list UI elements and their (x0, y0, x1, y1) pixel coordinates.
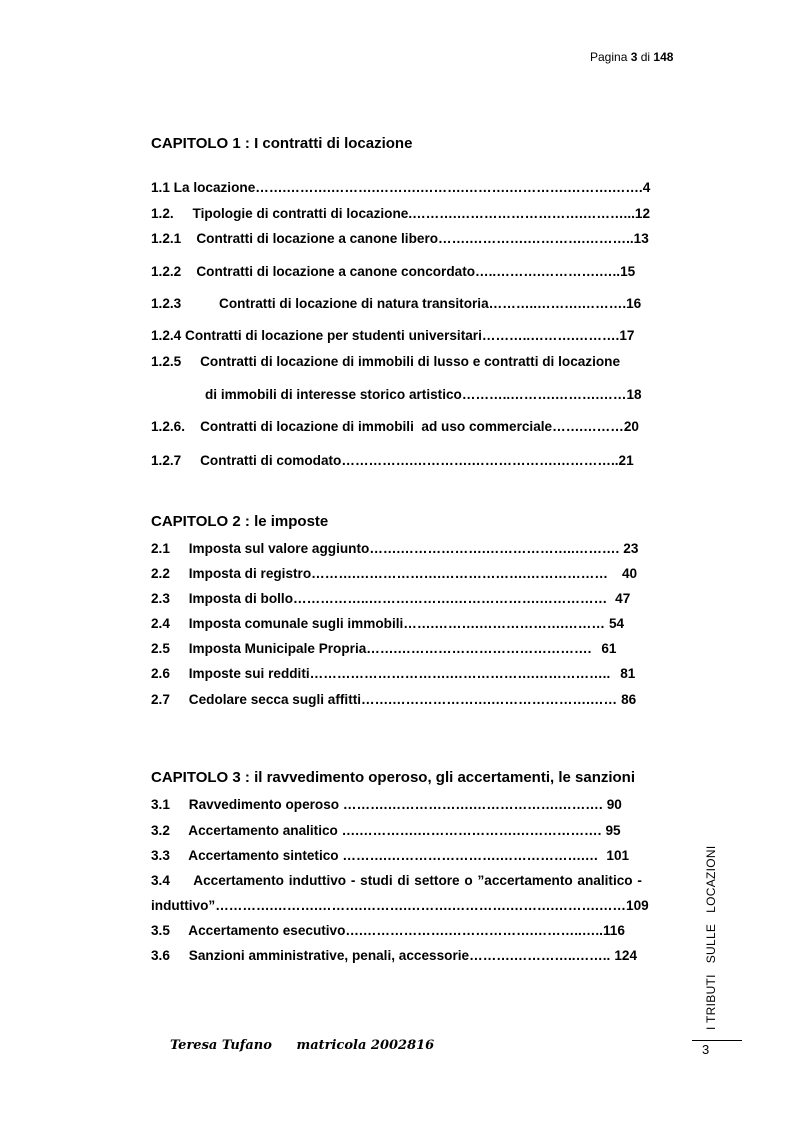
toc-entry-label: 3.2 Accertamento analitico (151, 823, 338, 838)
toc-page-number: 61 (601, 641, 617, 656)
toc-entry-3-4[interactable] (151, 873, 642, 888)
toc-leader-dots: …..……….………….….. (475, 264, 621, 279)
toc-page-number: 101 (606, 848, 630, 863)
toc-page-number: 23 (623, 541, 639, 556)
toc-leader-dots: ….……………….……………….………..….. (345, 923, 603, 938)
toc-page-number: 54 (608, 616, 625, 631)
toc-leader-dots: .……….……………………….………... (408, 206, 635, 221)
toc-entry-label: 2.3 Imposta di bollo (151, 591, 293, 606)
toc-entry-label: 3.6 Sanzioni amministrative, penali, accessorie (151, 948, 470, 963)
toc-entry-label: 2.4 Imposta comunale sugli immobili (151, 616, 404, 631)
footer-student-id: matricola 2002816 (296, 1038, 435, 1053)
header-middle: di (637, 50, 654, 64)
toc-entry-label: 1.2.2 Contratti di locazione a canone concordato (151, 264, 476, 279)
toc-leader-dots: ……….……………….……………….……………… (311, 566, 608, 581)
toc-page-number: 20 (623, 419, 639, 434)
toc-entry-label: 1.2.1 Contratti di locazione a canone libero (151, 231, 439, 246)
toc-entry-label: 2.2 Imposta di registro (151, 566, 312, 581)
toc-leader-dots: …….……………………………………. (366, 641, 592, 656)
toc-page-number: 47 (615, 591, 631, 606)
chapter-2-title: CAPITOLO 2 : le imposte (151, 513, 329, 530)
toc-page-number: 109 (626, 898, 649, 913)
toc-entry-label: 1.2.5 Contratti di locazione di immobili di lusso e contratti di locazione (151, 354, 621, 369)
sidebar-title-text: I TRIBUTI SULLE LOCAZIONI (704, 845, 718, 1030)
page-number: 3 (702, 1042, 710, 1057)
toc-entry-label: di immobili di interesse storico artistico (205, 387, 462, 402)
chapter-1-title: CAPITOLO 1 : I contratti di locazione (151, 135, 413, 152)
toc-entry-label: 3.5 Accertamento esecutivo (151, 923, 346, 938)
toc-page-number: 95 (605, 823, 621, 838)
toc-entry-1-2-6[interactable] (151, 419, 639, 434)
toc-leader-dots: ………….……….……….……….……….………….……….……….…… (215, 898, 627, 913)
page-header (590, 50, 673, 64)
toc-page-number: 16 (626, 296, 642, 311)
toc-entry-label: 1.1 La locazione (151, 180, 256, 195)
toc-leader-dots: …….……… (552, 419, 624, 434)
toc-entry-label: 1.2.3 Contratti di locazione di natura transitoria (151, 296, 489, 311)
toc-page-number: 40 (621, 566, 638, 581)
toc-entry-3-2[interactable] (151, 823, 621, 838)
header-current-page: 3 (630, 50, 638, 64)
toc-entry-3-6[interactable] (151, 948, 637, 963)
toc-page-number: 18 (626, 387, 642, 402)
toc-entry-label: 1.2.4 Contratti di locazione per studenti universitari (151, 328, 482, 343)
toc-entry-1-2-4[interactable] (151, 328, 634, 343)
toc-entry-3-3[interactable] (151, 848, 629, 863)
toc-entry-label: 2.5 Imposta Municipale Propria (151, 641, 367, 656)
toc-page-number: 12 (634, 206, 651, 221)
toc-page-number: 15 (620, 264, 636, 279)
toc-entry-2-4[interactable] (151, 616, 624, 631)
header-prefix: Pagina (590, 50, 631, 64)
toc-page-number: 17 (619, 328, 635, 343)
toc-page-number: 124 (614, 948, 638, 963)
footer-signature (170, 1038, 434, 1053)
toc-entry-2-7[interactable] (151, 692, 636, 707)
toc-leader-dots: ……….……………….……………….………. (339, 797, 603, 812)
toc-entry-2-1[interactable] (151, 541, 638, 556)
toc-page-number: 116 (602, 923, 625, 938)
toc-entry-1-2-7[interactable] (151, 453, 634, 468)
toc-leader-dots: …………….………….……………….………….. (341, 453, 619, 468)
toc-entry-label: 3.1 Ravvedimento operoso (151, 797, 340, 812)
toc-entry-label: 3.3 Accertamento sintetico (151, 848, 339, 863)
toc-entry-2-3[interactable] (151, 591, 630, 606)
toc-entry-label: 1.2.7 Contratti di comodato (151, 453, 342, 468)
toc-page-number: 81 (620, 666, 636, 681)
toc-entry-3-4-cont[interactable] (151, 898, 649, 913)
toc-page-number: 86 (621, 692, 637, 707)
header-total-pages: 148 (653, 50, 674, 64)
toc-entry-1-2[interactable] (151, 206, 650, 221)
toc-leader-dots: ………..……….………. (481, 328, 620, 343)
toc-entry-2-2[interactable] (151, 566, 637, 581)
toc-page-number: 13 (633, 231, 649, 246)
toc-entry-1-2-5[interactable] (151, 354, 620, 369)
toc-leader-dots: ………..……….……….…… (461, 387, 627, 402)
toc-entry-label: 2.6 Imposte sui redditi (151, 666, 310, 681)
toc-entry-1-2-2[interactable] (151, 264, 635, 279)
toc-leader-dots: ….………….………………….………………. (337, 823, 602, 838)
toc-page-number: 21 (618, 453, 634, 468)
chapter-3-title: CAPITOLO 3 : il ravvedimento operoso, gli accertamenti, le sanzioni (151, 769, 636, 786)
toc-entry-label: 1.2. Tipologie di contratti di locazione (151, 206, 409, 221)
toc-entry-label: 2.1 Imposta sul valore aggiunto (151, 541, 370, 556)
toc-leader-dots: …….……………….………………..………. (369, 541, 620, 556)
toc-entry-1-1[interactable] (151, 180, 650, 195)
toc-entry-1-2-3[interactable] (151, 296, 641, 311)
toc-leader-dots: …….……….……………….……… (403, 616, 605, 631)
toc-entry-label: 3.4 Accertamento induttivo - studi di settore o ”accertamento analitico - (151, 873, 642, 888)
toc-leader-dots: ………………………….……………….…………….. (309, 666, 611, 681)
toc-leader-dots: ……….…………..…….. (469, 948, 611, 963)
toc-entry-1-2-1[interactable] (151, 231, 649, 246)
toc-leader-dots: ……….…………………….……………….… (338, 848, 599, 863)
toc-entry-2-6[interactable] (151, 666, 635, 681)
toc-leader-dots: ……………..……………….……………….…………… (293, 591, 608, 606)
footer-author: Teresa Tufano (170, 1038, 272, 1053)
footer-divider (692, 1040, 742, 1041)
toc-entry-1-2-5-cont[interactable] (205, 387, 642, 402)
toc-entry-3-1[interactable] (151, 797, 622, 812)
toc-page-number: 4 (642, 180, 651, 195)
toc-entry-label: 2.7 Cedolare secca sugli affitti (151, 692, 362, 707)
toc-entry-label: 1.2.6. Contratti di locazione di immobili ad uso commerciale (151, 419, 553, 434)
toc-leader-dots: …….………………….………………….…… (361, 692, 618, 707)
sidebar-running-title (702, 845, 728, 1030)
toc-leader-dots: …….……….……….……….……….……….………….……….……. (255, 180, 643, 195)
toc-entry-3-5[interactable] (151, 923, 625, 938)
toc-entry-label: induttivo” (151, 898, 216, 913)
toc-leader-dots: ………..……….………. (488, 296, 627, 311)
toc-page-number: 90 (606, 797, 622, 812)
toc-entry-2-5[interactable] (151, 641, 616, 656)
toc-leader-dots: …….………….………….……….. (438, 231, 634, 246)
